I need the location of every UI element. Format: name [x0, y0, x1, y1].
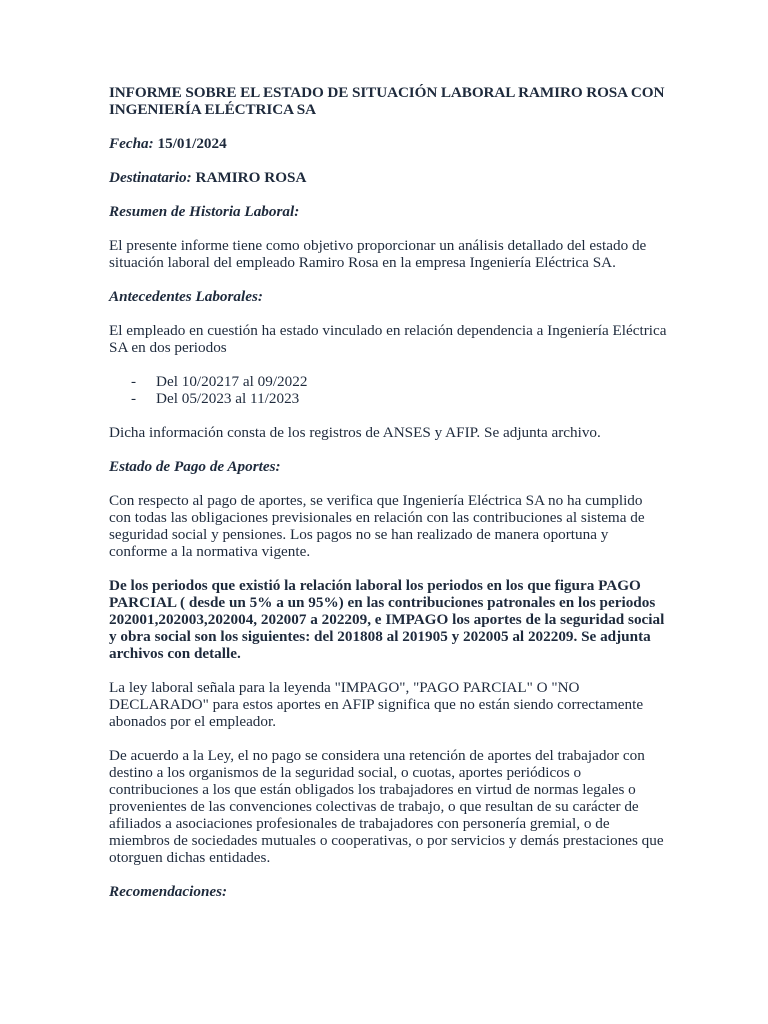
destinatario-value: RAMIRO ROSA — [195, 169, 307, 186]
period-item — [131, 373, 668, 390]
recomendaciones-heading: Recomendaciones: — [109, 883, 228, 900]
document-title: INFORME SOBRE EL ESTADO DE SITUACIÓN LABORAL RAMIRO ROSA CON INGENIERÍA ELÉCTRICA SA — [109, 84, 665, 118]
resumen-heading: Resumen de Historia Laboral: — [109, 203, 300, 220]
destinatario-line — [109, 169, 668, 186]
period-text: Del 10/20217 al 09/2022 — [156, 373, 308, 390]
period-text: Del 05/2023 al 11/2023 — [156, 390, 300, 407]
fecha-line — [109, 135, 668, 152]
aportes-heading: Estado de Pago de Aportes: — [109, 458, 281, 475]
antecedentes-heading: Antecedentes Laborales: — [109, 288, 263, 305]
antecedentes-paragraph: El empleado en cuestión ha estado vinculado en relación dependencia a Ingeniería Eléctrica SA en dos periodos — [109, 322, 667, 356]
acuerdo-paragraph: De acuerdo a la Ley, el no pago se considera una retención de aportes del trabajador con destino a los organismos de la seguridad social, o cuotas, aportes periódicos o contribuciones a los que están obligados los trabajadores en virtud de normas legales o provenientes de las convenciones colectivas de trabajo, o que resultan de su carácter de afiliados a asociaciones profesionales de trabajadores con personería gremial, o de miembros de sociedades mutuales o cooperativas, o por servicios y demás prestaciones que otorguen dichas entidades. — [109, 747, 664, 866]
ley-paragraph: La ley laboral señala para la leyenda "IMPAGO", "PAGO PARCIAL" O "NO DECLARADO" para estos aportes en AFIP significa que no están siendo correctamente abonados por el empleador. — [109, 679, 644, 730]
destinatario-label: Destinatario: — [109, 169, 192, 186]
fecha-value: 15/01/2024 — [157, 135, 227, 152]
registros-paragraph: Dicha información consta de los registros de ANSES y AFIP. Se adjunta archivo. — [109, 424, 601, 441]
periodos-impago-paragraph: De los periodos que existió la relación laboral los periodos en los que figura PAGO PARCIAL ( desde un 5% a un 95%) en las contribuciones patronales en los periodos 202001,202003,202004, 202007 a 202209, e IMPAGO los aportes de la seguridad social y obra social son los siguientes: del 201808 al 201905 y 202005 al 202209. Se adjunta archivos con detalle. — [109, 577, 665, 662]
aportes-paragraph: Con respecto al pago de aportes, se verifica que Ingeniería Eléctrica SA no ha cumplido con todas las obligaciones previsionales en relación con las contribuciones al sistema de seguridad social y pensiones. Los pagos no se han realizado de manera oportuna y conforme a la normativa vigente. — [109, 492, 645, 560]
period-item — [131, 390, 668, 407]
fecha-label: Fecha: — [109, 135, 154, 152]
periods-list — [109, 373, 668, 407]
list-dash: - — [131, 390, 137, 407]
resumen-paragraph: El presente informe tiene como objetivo proporcionar un análisis detallado del estado de situación laboral del empleado Ramiro Rosa en la empresa Ingeniería Eléctrica SA. — [109, 237, 647, 271]
list-dash: - — [131, 373, 137, 390]
